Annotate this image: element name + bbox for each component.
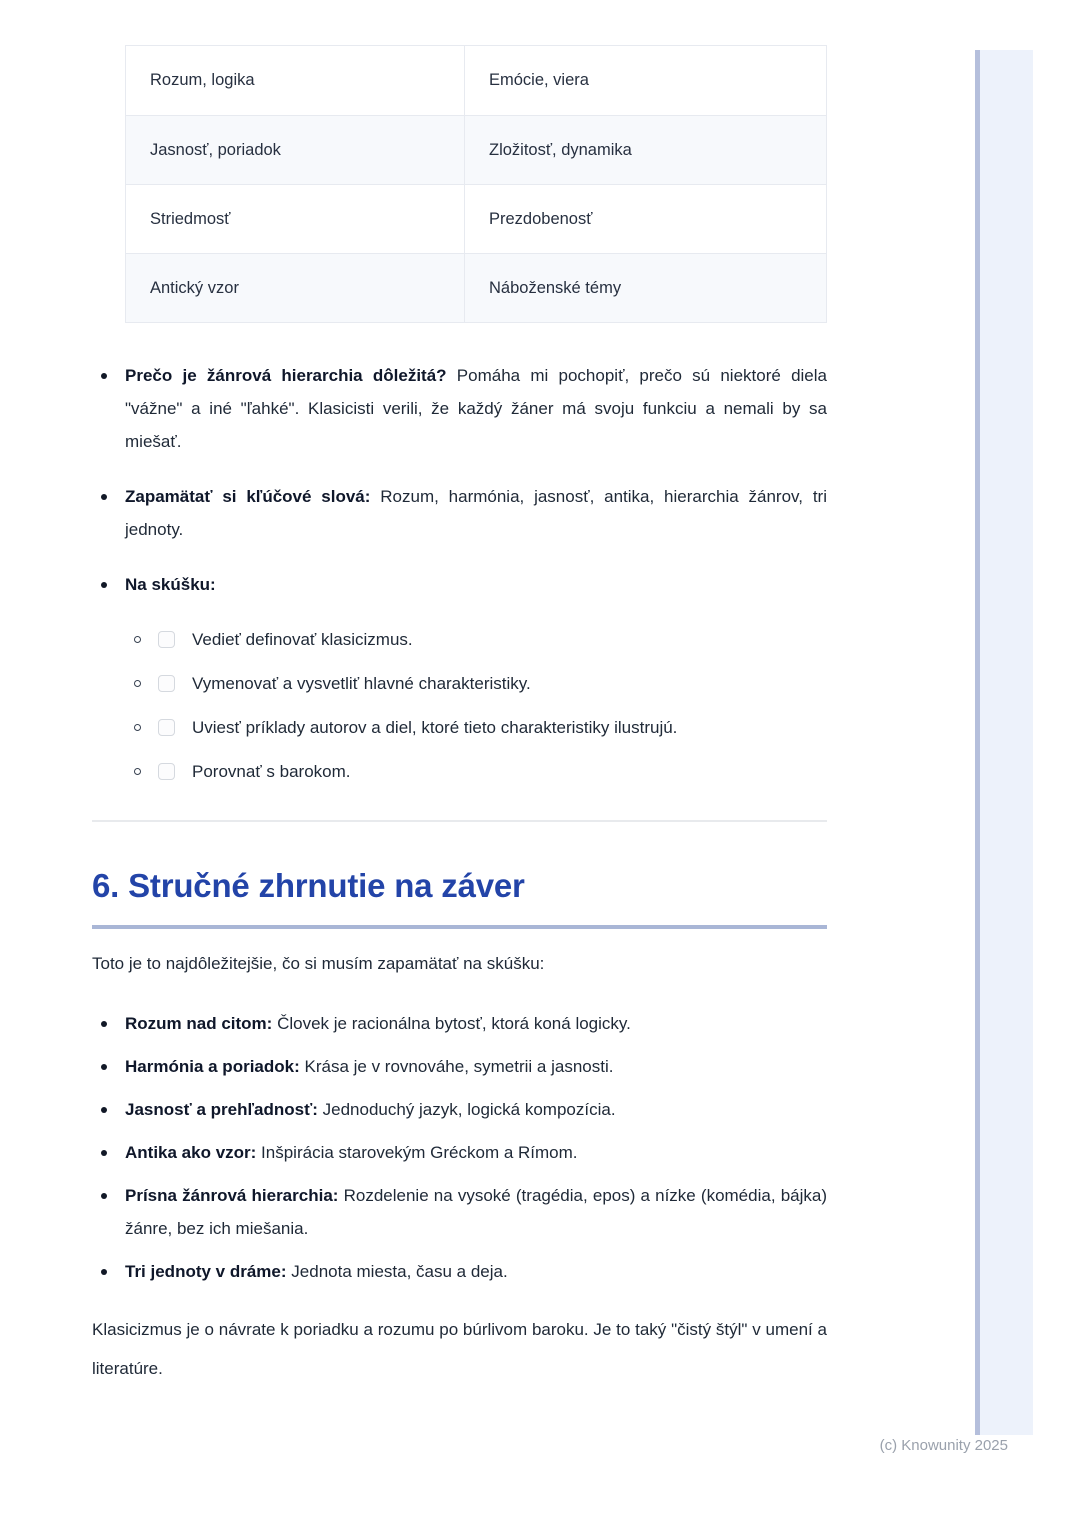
comparison-table (125, 45, 827, 323)
list-item (92, 359, 827, 458)
table-row (126, 115, 826, 184)
circle-bullet-icon (134, 768, 141, 775)
table-row (126, 253, 826, 322)
checklist-label: Vymenovať a vysvetliť hlavné charakteristiky. (192, 673, 531, 693)
note-lead: Prečo je žánrová hierarchia dôležitá? (125, 366, 447, 385)
table-cell: Emócie, viera (489, 71, 589, 89)
table-cell: Antický vzor (126, 254, 465, 322)
bullet-dot-icon (101, 373, 107, 379)
heading-underline (92, 925, 827, 929)
note-text: Rozum, harmónia, jasnosť, antika, hierarchia žánrov, tri jednoty. (125, 487, 827, 539)
checkbox[interactable] (158, 675, 175, 692)
bullet-dot-icon (101, 1269, 107, 1275)
table-cell: Náboženské témy (489, 278, 622, 297)
exam-checklist (125, 623, 827, 788)
note-lead: Na skúšku: (125, 575, 216, 594)
list-item (92, 1050, 827, 1083)
bullet-dot-icon (101, 1193, 107, 1199)
table-row (126, 46, 826, 115)
footer-copyright: (c) Knowunity 2025 (879, 1437, 1008, 1454)
bullet-dot-icon (101, 494, 107, 500)
summary-lead: Harmónia a poriadok: (125, 1057, 300, 1076)
circle-bullet-icon (134, 724, 141, 731)
table-cell: Prezdobenosť (489, 209, 593, 228)
circle-bullet-icon (134, 636, 141, 643)
scrollbar-thumb[interactable] (975, 50, 980, 1435)
summary-lead: Jasnosť a prehľadnosť: (125, 1100, 318, 1119)
checklist-item (125, 667, 827, 700)
bullet-dot-icon (101, 1064, 107, 1070)
circle-bullet-icon (134, 680, 141, 687)
table-row (126, 184, 826, 253)
section-heading: 6. Stručné zhrnutie na záver (92, 867, 525, 904)
summary-text: Jednoduchý jazyk, logická kompozícia. (322, 1100, 616, 1119)
checklist-item (125, 755, 827, 788)
checklist-label: Uviesť príklady autorov a diel, ktoré tieto charakteristiky ilustrujú. (192, 717, 678, 737)
checklist-item (125, 711, 827, 744)
table-cell: Rozum, logika (126, 46, 465, 115)
summary-text: Inšpirácia starovekým Gréckom a Rímom. (261, 1143, 578, 1162)
bullet-dot-icon (101, 1021, 107, 1027)
checklist-label: Porovnať s barokom. (192, 761, 351, 781)
bullet-dot-icon (101, 1150, 107, 1156)
document-page (92, 0, 827, 1388)
table-cell: Striedmosť (126, 185, 465, 253)
note-lead: Zapamätať si kľúčové slová: (125, 487, 371, 506)
checkbox[interactable] (158, 763, 175, 780)
summary-text: Človek je racionálna bytosť, ktorá koná logicky. (277, 1014, 631, 1033)
next-page-strip (975, 50, 1033, 1435)
summary-text: Jednota miesta, času a deja. (291, 1262, 508, 1281)
list-item (92, 1093, 827, 1126)
checkbox[interactable] (158, 719, 175, 736)
summary-lead: Rozum nad citom: (125, 1014, 273, 1033)
summary-lead: Antika ako vzor: (125, 1143, 257, 1162)
checkbox[interactable] (158, 631, 175, 648)
list-item (92, 480, 827, 546)
summary-lead: Tri jednoty v dráme: (125, 1262, 287, 1281)
summary-list (92, 1007, 827, 1288)
table-cell: Zložitosť, dynamika (489, 140, 632, 159)
section-divider (92, 820, 827, 822)
list-item (92, 1255, 827, 1288)
notes-list (92, 359, 827, 601)
bullet-dot-icon (101, 582, 107, 588)
summary-text: Krása je v rovnováhe, symetrii a jasnosti. (304, 1057, 614, 1076)
intro-paragraph: Toto je to najdôležitejšie, čo si musím zapamätať na skúšku: (92, 954, 545, 973)
list-item (92, 568, 827, 601)
summary-text: Rozdelenie na vysoké (tragédia, epos) a nízke (komédia, bájka) žánre, bez ich miešania. (125, 1186, 827, 1238)
note-text: Pomáha mi pochopiť, prečo sú niektoré diela "vážne" a iné "ľahké". Klasicisti verili, že každý žáner má svoju funkciu a nemali by sa miešať. (125, 366, 827, 451)
list-item (92, 1179, 827, 1245)
list-item (92, 1136, 827, 1169)
summary-lead: Prísna žánrová hierarchia: (125, 1186, 339, 1205)
checklist-item (125, 623, 827, 656)
bullet-dot-icon (101, 1107, 107, 1113)
table-cell: Jasnosť, poriadok (126, 116, 465, 184)
list-item (92, 1007, 827, 1040)
outro-paragraph: Klasicizmus je o návrate k poriadku a rozumu po búrlivom baroku. Je to taký "čistý štýl" v umení a literatúre. (92, 1320, 827, 1378)
checklist-label: Vedieť definovať klasicizmus. (192, 629, 413, 649)
